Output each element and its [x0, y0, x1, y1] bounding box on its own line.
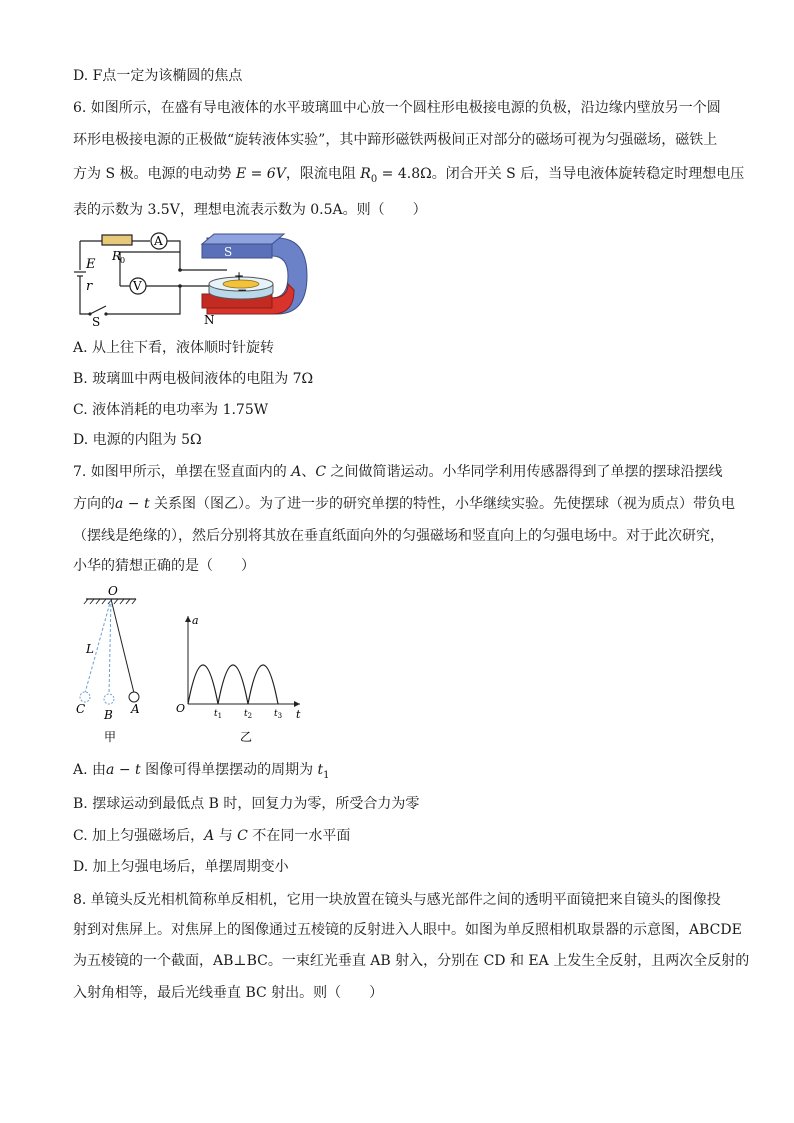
- q7-stem-line1-a: 7. 如图甲所示，单摆在竖直面内的: [73, 464, 292, 480]
- q7-graph-t2: $t_2$: [244, 709, 253, 720]
- q7-graph-curve: [188, 665, 278, 704]
- q6-stem-line3-a: 方为 S 极。电源的电动势: [73, 166, 236, 182]
- q7-separator: 、: [301, 464, 316, 480]
- q6-emf: E = 6V: [235, 166, 286, 182]
- q7-fig-B-label: B: [104, 708, 113, 722]
- q7-graph-t1: $t_1$: [214, 709, 223, 720]
- q6-option-a: A. 从上往下看，液体顺时针旋转: [73, 340, 275, 356]
- q6-r0-subscript: 0: [370, 173, 378, 185]
- q6-fig-ammeter-label: A: [154, 234, 163, 248]
- q8-stem-line2: 射到对焦屏上。对焦屏上的图像通过五棱镜的反射进入人眼中。如图为单反照相机取景器的示意图，ABCDE: [73, 922, 742, 938]
- q8-stem-line1: 8. 单镜头反光相机简称单反相机，它用一块放置在镜头与感光部件之间的透明平面镜把来自镜头的图像投: [73, 892, 721, 908]
- q6-magnet-top-face: [202, 234, 284, 244]
- q7-option-a-t: t: [317, 762, 324, 778]
- q7-graph-t3: $t_3$: [274, 709, 283, 720]
- q8-stem-line3: 为五棱镜的一个截面，AB⊥BC。一束红光垂直 AB 射入，分别在 CD 和 EA 上发生全反射，且两次全反射的: [73, 953, 750, 969]
- q7-stem-line4: 小华的猜想正确的是（ ）: [73, 558, 255, 574]
- q7-a-t: a − t: [115, 496, 150, 512]
- q7-option-a: [73, 760, 330, 786]
- q7-bob-B: [104, 694, 114, 704]
- q7-at-graph: [170, 608, 310, 745]
- q6-stem-line3-c: 。闭合开关 S 后，当导电液体旋转稳定时理想电压: [431, 166, 745, 182]
- q6-fig-R0-label: R: [112, 249, 122, 263]
- q6-stem-line4: 表的示数为 3.5V，理想电流表示数为 0.5A。则（ ）: [73, 202, 427, 218]
- q6-option-c: C. 液体消耗的电功率为 1.75W: [73, 402, 269, 418]
- q7-bob-A: [129, 692, 139, 702]
- q6-r0-symbol: R: [360, 166, 371, 182]
- q7-fig-C-label: C: [76, 702, 86, 716]
- q7-graph-a-axis: a: [192, 614, 199, 627]
- q7-stem-line2: [73, 494, 735, 514]
- q6-fig-switch-label: S: [92, 315, 101, 329]
- q7-point-A: A: [291, 464, 302, 480]
- q7-option-c-mid: 与: [214, 828, 238, 844]
- q7-option-c-A: A: [204, 828, 215, 844]
- q6-stem-line1: 6. 如图所示，在盛有导电液体的水平玻璃皿中心放一个圆柱形电极接电源的负极，沿边缘内壁放另一个圆: [73, 100, 721, 116]
- q8-stem-line4: 入射角相等，最后光线垂直 BC 射出。则（ ）: [73, 985, 384, 1001]
- q7-point-C: C: [315, 464, 327, 480]
- q6-option-b: B. 玻璃皿中两电极间液体的电阻为 7Ω: [73, 371, 314, 387]
- q7-fig-O-label: O: [108, 584, 118, 598]
- q6-circuit-figure: [62, 224, 312, 328]
- q7-stem-line2-a: 方向的: [73, 496, 115, 512]
- q7-graph-origin: O: [176, 702, 186, 715]
- q7-fig-L-label: L: [86, 642, 94, 656]
- q7-fig-yi-caption: 乙: [240, 730, 253, 744]
- q6-fig-minus: −: [237, 283, 248, 297]
- q6-fig-voltmeter-label: V: [133, 279, 142, 293]
- q5-option-d: D. F点一定为该椭圆的焦点: [73, 68, 243, 84]
- q6-stem-line3: [73, 164, 744, 190]
- q6-fig-E-label: E: [86, 257, 96, 272]
- q6-fig-r-label: r: [86, 279, 93, 294]
- q7-option-a-sub: 1: [323, 769, 330, 781]
- q7-option-c-prefix: C. 加上匀强磁场后，: [73, 828, 205, 844]
- q7-stem-line1-b: 之间做简谐运动。小华同学利用传感器得到了单摆的摆球沿摆线: [326, 464, 723, 480]
- q6-stem-line3-b: ，限流电阻: [285, 166, 361, 182]
- q7-bob-C: [80, 692, 90, 702]
- q7-option-a-at: a − t: [106, 762, 141, 778]
- q7-option-a-prefix: A. 由: [73, 762, 107, 778]
- q7-pendulum-figure: [70, 585, 150, 745]
- q7-stem-line3: （摆线是绝缘的），然后分别将其放在垂直纸面向外的匀强磁场和竖直向上的匀强电场中。对于此次研究，: [73, 528, 724, 544]
- q6-r0-value: = 4.8Ω: [377, 166, 432, 182]
- q7-option-c-suffix: 不在同一水平面: [247, 828, 351, 844]
- q7-option-d: D. 加上匀强电场后，单摆周期变小: [73, 859, 289, 875]
- q6-option-d: D. 电源的内阻为 5Ω: [73, 432, 202, 448]
- q7-fig-jia-caption: 甲: [104, 730, 117, 744]
- q6-fig-plus: +: [234, 269, 245, 283]
- q7-stem-line1: [73, 462, 723, 482]
- q6-fig-R0-subscript: 0: [120, 256, 126, 265]
- q7-option-c: [73, 826, 350, 846]
- q6-fig-N-pole: N: [204, 313, 215, 327]
- q7-fig-A-label: A: [131, 702, 140, 716]
- q7-stem-line2-b: 关系图（图乙）。为了进一步的研究单摆的特性，小华继续实验。先使摆球（视为质点）带负电: [149, 496, 736, 512]
- q7-option-b: B. 摆球运动到最低点 B 时，回复力为零，所受合力为零: [73, 796, 420, 812]
- q7-option-c-C: C: [237, 828, 248, 844]
- q6-stem-line2: 环形电极接电源的正极做“旋转液体实验”，其中蹄形磁铁两极间正对部分的磁场可视为匀强磁场，磁铁上: [73, 132, 718, 148]
- q6-fig-S-pole: S: [224, 245, 233, 259]
- q7-option-a-mid: 图像可得单摆摆动的周期为: [140, 762, 318, 778]
- q7-graph-t-axis: t: [296, 708, 301, 721]
